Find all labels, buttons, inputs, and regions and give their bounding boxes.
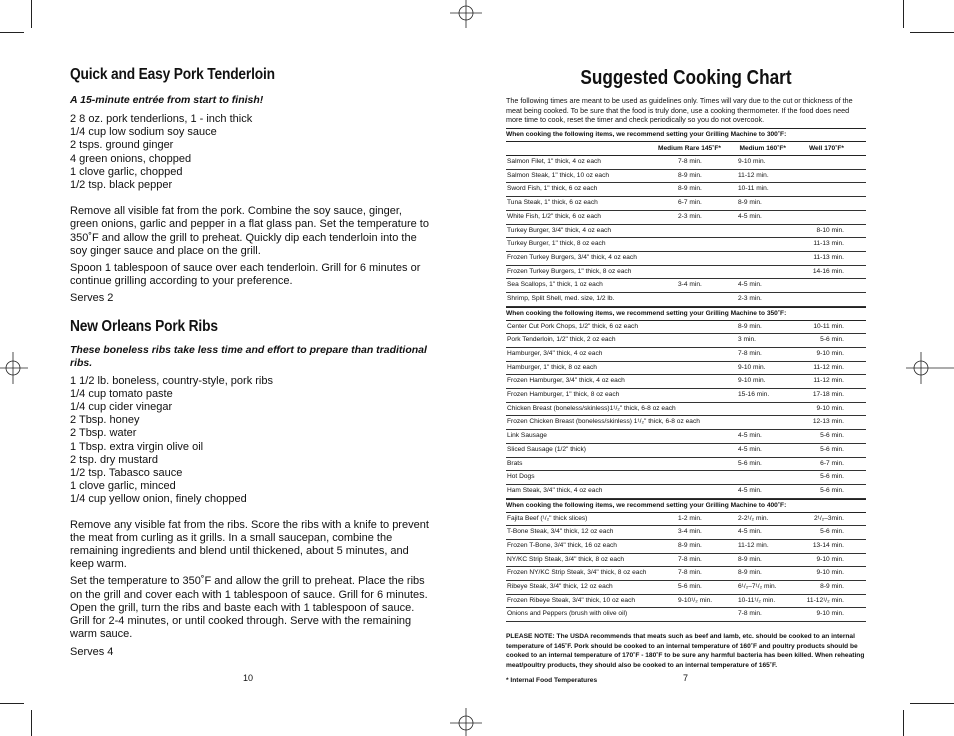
time-cell: 4-5 min. — [738, 281, 762, 289]
table-row — [506, 183, 866, 197]
table-row — [506, 444, 866, 458]
time-cell: 6-7 min. — [820, 459, 844, 467]
time-cell: 8-9 min. — [738, 555, 762, 563]
item-cell: Hamburger, 1" thick, 8 oz each — [507, 363, 597, 371]
ingredient: 1 clove garlic, minced — [70, 480, 176, 493]
usda-note: PLEASE NOTE: The USDA recommends that meats such as beef and lamb, etc. should be cooked to an internal temperature of 145˚F. Pork should be cooked to an internal temperature of 160˚F and poultry products should be cooked to an internal temperature of 170˚F - 180˚F to be sure any harmful bacteria has been killed. When reheating meat/poultry products, they should also be cooked to an internal temperature of 165˚F. — [506, 633, 865, 669]
time-cell: 5-6 min. — [820, 432, 844, 440]
table-row — [506, 293, 866, 307]
registration-mark-icon — [446, 0, 486, 28]
recipe-title: New Orleans Pork Ribs — [70, 317, 218, 335]
column-header: Well 170˚F* — [808, 145, 844, 153]
item-cell: Shrimp, Split Shell, med. size, 1/2 lb. — [507, 294, 615, 302]
time-cell: 17-18 min. — [812, 391, 844, 399]
time-cell: 4-5 min. — [738, 445, 762, 453]
time-cell: 2-2¹/₂ min. — [738, 514, 769, 522]
time-cell: 4-5 min. — [738, 212, 762, 220]
table-row — [506, 430, 866, 444]
item-cell: Turkey Burger, 1" thick, 8 oz each — [507, 240, 606, 248]
serves-text: Serves 2 — [70, 292, 114, 305]
table-row — [506, 348, 866, 362]
crop-mark — [31, 710, 32, 736]
table-row — [506, 567, 866, 581]
time-cell: 8-9 min. — [678, 171, 702, 179]
time-cell: 4-5 min. — [738, 528, 762, 536]
time-cell: 3 min. — [738, 336, 756, 344]
time-cell: 11-12 min. — [813, 377, 844, 385]
table-row — [506, 595, 866, 609]
time-cell: 2-3 min. — [738, 294, 762, 302]
table-row — [506, 266, 866, 280]
item-cell: Ribeye Steak, 3/4" thick, 12 oz each — [507, 583, 613, 591]
item-cell: NY/KC Strip Steak, 3/4" thick, 8 oz each — [507, 555, 625, 563]
ingredient: 1 clove garlic, chopped — [70, 165, 183, 178]
table-row — [506, 526, 866, 540]
item-cell: Link Sausage — [507, 432, 547, 440]
time-cell: 5-6 min. — [820, 445, 844, 453]
crop-mark — [910, 32, 954, 33]
time-cell: 5-6 min. — [678, 583, 702, 591]
time-cell: 9-10 min. — [738, 363, 766, 371]
item-cell: Hot Dogs — [507, 473, 535, 481]
time-cell: 5-6 min. — [820, 528, 844, 536]
time-cell: 3-4 min. — [678, 528, 702, 536]
table-row — [506, 252, 866, 266]
page-title: Suggested Cooking Chart — [580, 67, 792, 89]
item-cell: Salmon Filet, 1" thick, 4 oz each — [507, 158, 601, 166]
item-cell: Frozen Chicken Breast (boneless/skinless) 1¹/₂" thick, 6-8 oz each — [507, 418, 700, 426]
time-cell: 3-4 min. — [678, 281, 702, 289]
item-cell: Frozen T-Bone, 3/4" thick, 16 oz each — [507, 541, 617, 549]
time-cell: 11-12¹/₂ min. — [806, 596, 844, 604]
time-cell: 8-9 min. — [678, 541, 702, 549]
item-cell: Hamburger, 3/4" thick, 4 oz each — [507, 350, 603, 358]
time-cell: 11-12 min. — [738, 541, 769, 549]
time-cell: 10-11 min. — [813, 322, 844, 330]
crop-mark — [0, 32, 24, 33]
time-cell: 7-8 min. — [678, 158, 702, 166]
item-cell: Frozen NY/KC Strip Steak, 3/4" thick, 8 oz each — [507, 569, 647, 577]
crop-mark — [903, 710, 904, 736]
time-cell: 10-11¹/₂ min. — [738, 596, 776, 604]
table-row — [506, 362, 866, 376]
time-cell: 5-6 min. — [820, 486, 844, 494]
time-cell: 11-12 min. — [738, 171, 769, 179]
item-cell: Frozen Turkey Burgers, 3/4" thick, 4 oz each — [507, 253, 637, 261]
time-cell: 9-10 min. — [816, 555, 844, 563]
cooking-table — [506, 128, 866, 622]
crop-mark — [31, 0, 32, 28]
recipe-subtitle: A 15-minute entrée from start to finish! — [70, 94, 264, 106]
time-cell: 2¹/₂–3min. — [813, 514, 844, 522]
ingredient: 2 tsps. ground ginger — [70, 139, 174, 152]
item-cell: Frozen Hamburger, 1" thick, 8 oz each — [507, 391, 620, 399]
time-cell: 8-10 min. — [816, 226, 844, 234]
time-cell: 7-8 min. — [678, 569, 702, 577]
time-cell: 7-8 min. — [738, 610, 762, 618]
item-cell: Brats — [507, 459, 523, 467]
table-row — [506, 156, 866, 170]
time-cell: 8-9 min. — [820, 583, 844, 591]
table-row — [506, 389, 866, 403]
table-row — [506, 211, 866, 225]
ingredient: 2 8 oz. pork tenderlions, 1 - inch thick — [70, 113, 253, 125]
page-number: 7 — [683, 673, 689, 683]
item-cell: Turkey Burger, 3/4" thick, 4 oz each — [507, 226, 611, 234]
time-cell: 8-9 min. — [738, 322, 762, 330]
ingredient: 1 Tbsp. extra virgin olive oil — [70, 440, 204, 453]
table-row — [506, 403, 866, 417]
time-cell: 1-2 min. — [678, 514, 702, 522]
serves-text: Serves 4 — [70, 645, 114, 658]
table-row — [506, 471, 866, 485]
time-cell: 6¹/₂–7¹/₂ min. — [738, 583, 777, 591]
table-row — [506, 238, 866, 252]
crop-mark — [903, 0, 904, 28]
item-cell: T-Bone Steak, 3/4" thick, 12 oz each — [507, 528, 614, 536]
item-cell: Frozen Hamburger, 3/4" thick, 4 oz each — [507, 377, 625, 385]
ingredient: 1/4 cup cider vinegar — [70, 401, 173, 414]
table-row — [506, 416, 866, 430]
table-row — [506, 334, 866, 348]
footnote: * Internal Food Temperatures — [506, 677, 598, 685]
instructions: Remove any visible fat from the ribs. Score the ribs with a knife to prevent the meat from curling as it grills. In a small saucepan, combine the remaining ingredients and blend until thickened, about 5 minutes, and keep warm. — [70, 518, 429, 571]
time-cell: 9-10 min. — [816, 350, 844, 358]
item-cell: Sword Fish, 1" thick, 6 oz each — [507, 185, 598, 193]
item-cell: Sea Scallops, 1" thick, 1 oz each — [507, 281, 603, 289]
ingredient: 4 green onions, chopped — [70, 152, 192, 165]
time-cell: 13-14 min. — [812, 541, 844, 549]
left-page — [70, 66, 432, 659]
crop-mark — [0, 703, 24, 704]
time-cell: 4-5 min. — [738, 432, 762, 440]
table-row — [506, 375, 866, 389]
time-cell: 11-13 min. — [813, 253, 844, 261]
item-cell: Frozen Turkey Burgers, 1" thick, 8 oz each — [507, 267, 632, 275]
time-cell: 11-12 min. — [813, 363, 844, 371]
time-cell: 4-5 min. — [738, 486, 762, 494]
ingredient: 1/4 cup yellow onion, finely chopped — [70, 493, 247, 506]
registration-mark-icon — [446, 708, 486, 736]
item-cell: Ham Steak, 3/4" thick, 4 oz each — [507, 486, 603, 494]
time-cell: 5-6 min. — [820, 473, 844, 481]
table-row — [506, 279, 866, 293]
time-cell: 9-10 min. — [738, 158, 766, 166]
time-cell: 9-10¹/₂ min. — [678, 596, 713, 604]
section-heading: When cooking the following items, we recommend setting your Grilling Machine to 300˚F: — [506, 128, 866, 142]
time-cell: 9-10 min. — [738, 377, 766, 385]
ingredient: 2 Tbsp. water — [70, 427, 137, 440]
time-cell: 7-8 min. — [738, 350, 762, 358]
table-row — [506, 554, 866, 568]
ingredient-list — [70, 113, 432, 192]
time-cell: 6-7 min. — [678, 199, 702, 207]
table-row — [506, 540, 866, 554]
time-cell: 10-11 min. — [738, 185, 769, 193]
instructions: Set the temperature to 350˚F and allow the grill to preheat. Place the ribs on the grill and cover each with 1 tablespoon of sauce. Grill for 6 minutes. Open the grill, turn the ribs and baste each with 1 tablespoon of sauce. Grill for 2-4 minutes, or until cooked through. Serve with the remaining warm sauce. — [70, 575, 428, 641]
ingredient: 1/2 tsp. Tabasco sauce — [70, 467, 183, 480]
section-heading: When cooking the following items, we recommend setting your Grilling Machine to 350˚F: — [506, 307, 866, 321]
time-cell: 7-8 min. — [678, 555, 702, 563]
table-row — [506, 485, 866, 499]
ingredient-list — [70, 375, 432, 507]
right-page — [506, 66, 866, 684]
registration-mark-icon — [906, 348, 954, 388]
item-cell: Frozen Ribeye Steak, 3/4" thick, 10 oz each — [507, 596, 636, 604]
column-header-row — [506, 142, 866, 156]
table-row — [506, 458, 866, 472]
registration-mark-icon — [0, 348, 28, 388]
intro-text: The following times are meant to be used as guidelines only. Times will vary due to the cut or thickness of the meat being cooked. To be sure that the food is truly done, use a cooking thermometer. If the food does need more time to cook, reset the timer and check periodically so you do not overcook. — [506, 96, 853, 125]
time-cell: 9-10 min. — [816, 610, 844, 618]
table-row — [506, 581, 866, 595]
time-cell: 8-9 min. — [678, 185, 702, 193]
time-cell: 11-13 min. — [813, 240, 844, 248]
table-row — [506, 513, 866, 527]
item-cell: Chicken Breast (boneless/skinless)1¹/₂" thick, 6-8 oz each — [507, 404, 676, 412]
time-cell: 8-9 min. — [738, 199, 762, 207]
time-cell: 15-16 min. — [738, 391, 770, 399]
ingredient: 1/4 cup low sodium soy sauce — [70, 126, 217, 139]
column-header: Medium 160˚F* — [739, 145, 786, 153]
crop-mark — [910, 703, 954, 704]
item-cell: Pork Tenderloin, 1/2" thick, 2 oz each — [507, 336, 616, 344]
page-number: 10 — [243, 673, 254, 683]
section-heading: When cooking the following items, we recommend setting your Grilling Machine to 400˚F: — [506, 499, 866, 513]
item-cell: Onions and Peppers (brush with olive oil) — [507, 610, 628, 618]
time-cell: 8-9 min. — [738, 569, 762, 577]
instructions: Remove all visible fat from the pork. Combine the soy sauce, ginger, green onions, garlic and pepper in a flat glass pan. Set the temperature to 350˚F and allow the grill to preheat. Quickly dip each tenderloin into the soy ginger sauce and place on the grill. — [70, 205, 429, 257]
time-cell: 9-10 min. — [816, 404, 844, 412]
ingredient: 1/2 tsp. black pepper — [70, 179, 173, 192]
item-cell: Tuna Steak, 1" thick, 6 oz each — [507, 199, 598, 207]
ingredient: 2 tsp. dry mustard — [70, 453, 159, 466]
time-cell: 14-16 min. — [812, 267, 844, 275]
ingredient: 1/4 cup tomato paste — [70, 387, 173, 400]
ingredient: 1 1/2 lb. boneless, country-style, pork ribs — [70, 374, 273, 387]
time-cell: 2-3 min. — [678, 212, 702, 220]
time-cell: 9-10 min. — [816, 569, 844, 577]
ingredient: 2 Tbsp. honey — [70, 414, 140, 427]
column-header: Medium Rare 145˚F* — [657, 145, 721, 153]
table-row — [506, 225, 866, 239]
item-cell: White Fish, 1/2" thick, 6 oz each — [507, 212, 601, 220]
item-cell: Sliced Sausage (1/2" thick) — [507, 445, 586, 453]
recipe-subtitle: These boneless ribs take less time and effort to prepare than traditional ribs. — [70, 343, 427, 369]
table-row — [506, 608, 866, 622]
time-cell: 5-6 min. — [820, 336, 844, 344]
item-cell: Fajita Beef (¹/₂" thick slices) — [507, 514, 588, 522]
item-cell: Salmon Steak, 1" thick, 10 oz each — [507, 171, 610, 179]
recipe-title: Quick and Easy Pork Tenderloin — [70, 66, 275, 83]
table-row — [506, 170, 866, 184]
item-cell: Center Cut Pork Chops, 1/2" thick, 6 oz each — [507, 322, 638, 330]
time-cell: 12-13 min. — [812, 418, 844, 426]
instructions: Spoon 1 tablespoon of sauce over each tenderloin. Grill for 6 minutes or continue grilling according to your preference. — [70, 262, 421, 288]
time-cell: 5-6 min. — [738, 459, 762, 467]
table-row — [506, 197, 866, 211]
table-row — [506, 321, 866, 335]
